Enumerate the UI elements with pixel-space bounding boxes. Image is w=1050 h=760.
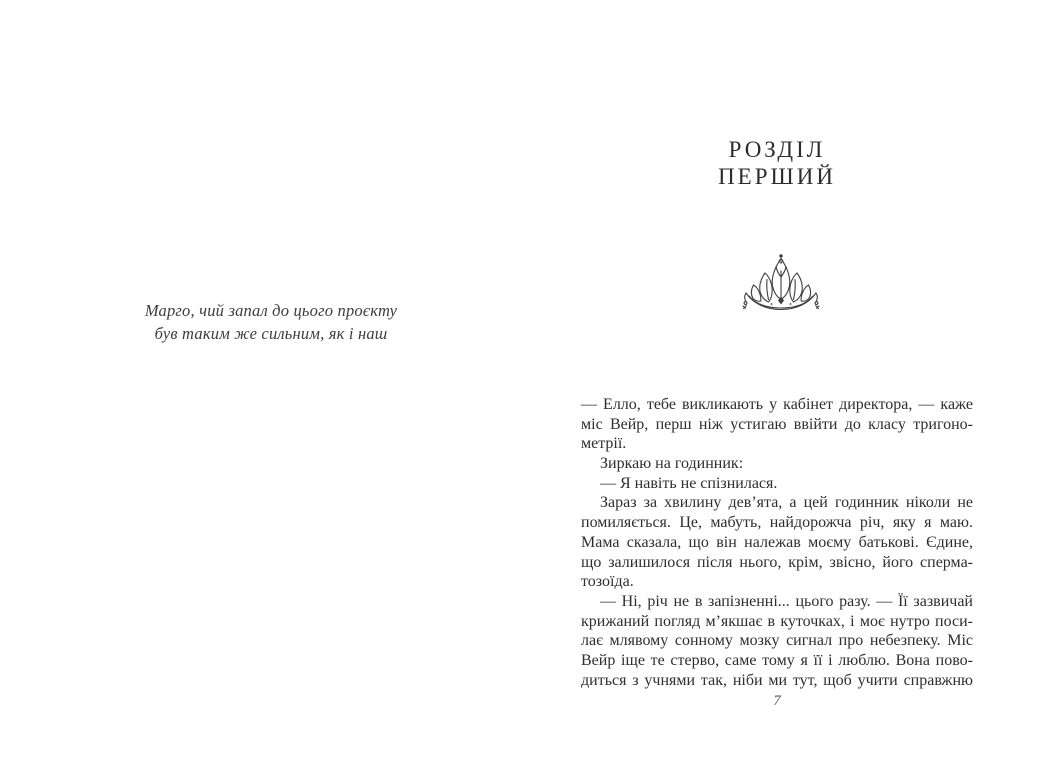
body-line: тозоїда. <box>581 573 634 591</box>
epigraph-line: Марго, чий запал до цього проєкту <box>144 301 398 320</box>
body-line: Мама сказала, що він належав моєму батькові. Єдине, <box>581 533 973 551</box>
body-line: помиляється. Це, мабуть, найдорожча річ, яку я маю. <box>581 514 973 532</box>
body-line: — Ні, річ не в запізненні... цього разу. — Її зазвичай <box>600 592 973 610</box>
chapter-heading <box>581 136 973 190</box>
chapter-heading-line: ПЕРШИЙ <box>718 164 836 189</box>
body-line: метрії. <box>581 435 627 453</box>
tiara-ornament-icon <box>741 251 821 315</box>
body-line: крижаний погляд м’якшає в куточках, і моє нутро поси- <box>581 612 973 630</box>
body-line: Зараз за хвилину дев’ята, а цей годинник ніколи не <box>600 494 973 512</box>
chapter-heading-line: РОЗДІЛ <box>728 137 826 162</box>
epigraph <box>138 299 404 345</box>
body-line: лає млявому сонному мозку сигнал про небезпеку. Міс <box>581 632 973 650</box>
body-text <box>581 395 973 690</box>
body-line: що залишилося після нього, крім, звісно, його сперма- <box>581 553 973 571</box>
page-number: 7 <box>773 693 781 709</box>
body-line: диться з учнями так, ніби ми тут, щоб учити справжню <box>581 671 973 689</box>
body-line: Вейр іще те стерво, саме тому я її і люблю. Вона пово- <box>581 651 973 669</box>
body-line: Зиркаю на годинник: <box>600 455 744 473</box>
body-line: — Елло, тебе викликають у кабінет директора, — каже <box>581 396 973 413</box>
body-line: — Я навіть не спізнилася. <box>600 474 778 492</box>
epigraph-line: був таким же сильним, як і наш <box>154 324 388 343</box>
body-line: міс Вейр, перш ніж устигаю ввійти до класу тригоно- <box>581 415 973 433</box>
